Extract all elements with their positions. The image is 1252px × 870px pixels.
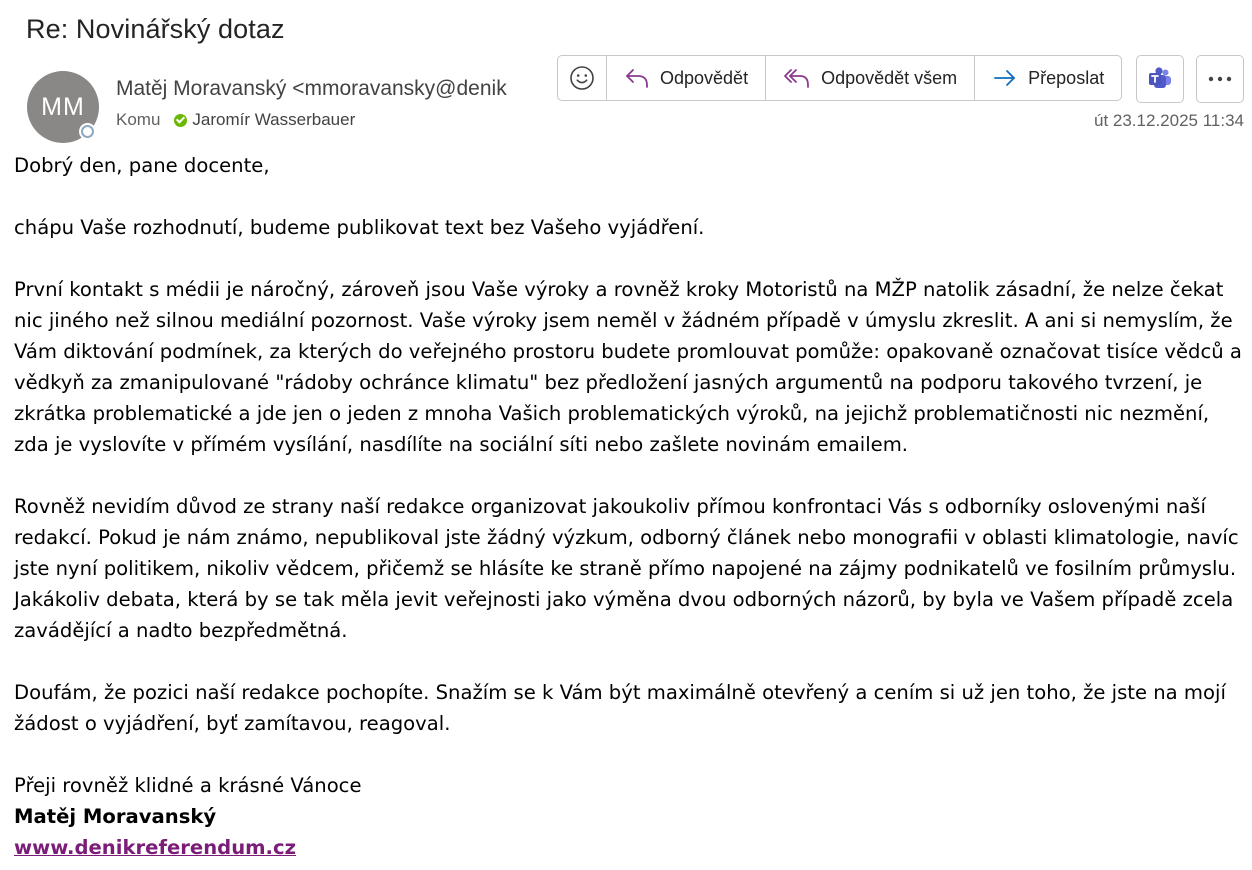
forward-label: Přeposlat (1028, 67, 1105, 88)
presence-status-icon (79, 123, 96, 140)
smiley-icon (569, 65, 595, 91)
more-actions-button[interactable] (1196, 55, 1244, 103)
to-label: Komu (116, 110, 161, 129)
message-date: út 23.12.2025 11:34 (1094, 111, 1244, 130)
more-dots-icon (1207, 75, 1233, 83)
paragraph: Doufám, že pozici naší redakce pochopíte. Snažím se k Vám být maximálně otevřený a cením si už jen toho, že jste na mojí žádost o vyjádření, byť zamítavou, reagoval. (14, 681, 1226, 735)
teams-icon (1147, 66, 1173, 92)
closing: Přeji rovněž klidné a krásné Vánoce (14, 774, 362, 797)
sender-name[interactable]: Matěj Moravanský <mmoravansky@denik (116, 77, 507, 100)
recipients-row (116, 110, 355, 130)
forward-button[interactable] (975, 56, 1121, 100)
website-link[interactable]: www.denikreferendum.cz (14, 836, 297, 859)
email-subject: Re: Novinářský dotaz (26, 14, 285, 44)
reply-all-icon (783, 66, 811, 90)
message-actions-toolbar (557, 55, 1122, 101)
greeting: Dobrý den, pane docente, (14, 154, 270, 177)
reply-icon (624, 66, 650, 90)
reply-button[interactable] (607, 56, 766, 100)
reply-all-button[interactable] (766, 56, 975, 100)
reaction-button[interactable] (558, 56, 607, 100)
reply-label: Odpovědět (660, 67, 749, 88)
available-status-icon (174, 114, 187, 127)
forward-icon (992, 66, 1018, 90)
paragraph: Rovněž nevidím důvod ze strany naší redakce organizovat jakoukoliv přímou konfrontaci Vás s odborníky oslovenými naší redakcí. Pokud je nám známo, nepublikoval jste žádný výzkum, odborný článek nebo monografii v oblasti klimatologie, navíc jste nyní politikem, nikoliv vědcem, přičemž se hlásíte ke straně přímo napojené na zájmy podnikatelů ve fosilním průmyslu. Jakákoliv debata, která by se tak měla jevit veřejnosti jako výměna dvou odborných názorů, by byla ve Vašem případě zcela zavádějící a nadto bezpředmětná. (14, 495, 1239, 642)
reply-all-label: Odpovědět všem (821, 67, 958, 88)
teams-button[interactable] (1136, 55, 1184, 103)
message-body (14, 150, 1246, 863)
avatar-initials: MM (41, 92, 85, 121)
signature-name: Matěj Moravanský (14, 805, 217, 828)
recipient-name[interactable]: Jaromír Wasserbauer (192, 110, 356, 129)
paragraph: První kontakt s médii je náročný, zároveň jsou Vaše výroky a rovněž kroky Motoristů na MŽP natolik zásadní, že nelze čekat nic jiného než silnou mediální pozornost. Vaše výroky jsem neměl v žádném případě v úmyslu zkreslit. A ani si nemyslím, že Vám diktování podmínek, za kterých do veřejného prostoru budete promlouvat pomůže: opakovaně označovat tisíce vědců a vědkyň za zmanipulované "rádoby ochránce klimatu" bez předložení jasných argumentů na podporu takového tvrzení, je zkrátka problematické a jde jen o jeden z mnoha Vašich problematických výroků, na jejichž problematičnosti nic nezmění, zda je vyslovíte v přímém vysílání, nasdílíte na sociální síti nebo zašlete novinám emailem. (14, 278, 1242, 456)
paragraph: chápu Vaše rozhodnutí, budeme publikovat text bez Vašeho vyjádření. (14, 216, 705, 239)
